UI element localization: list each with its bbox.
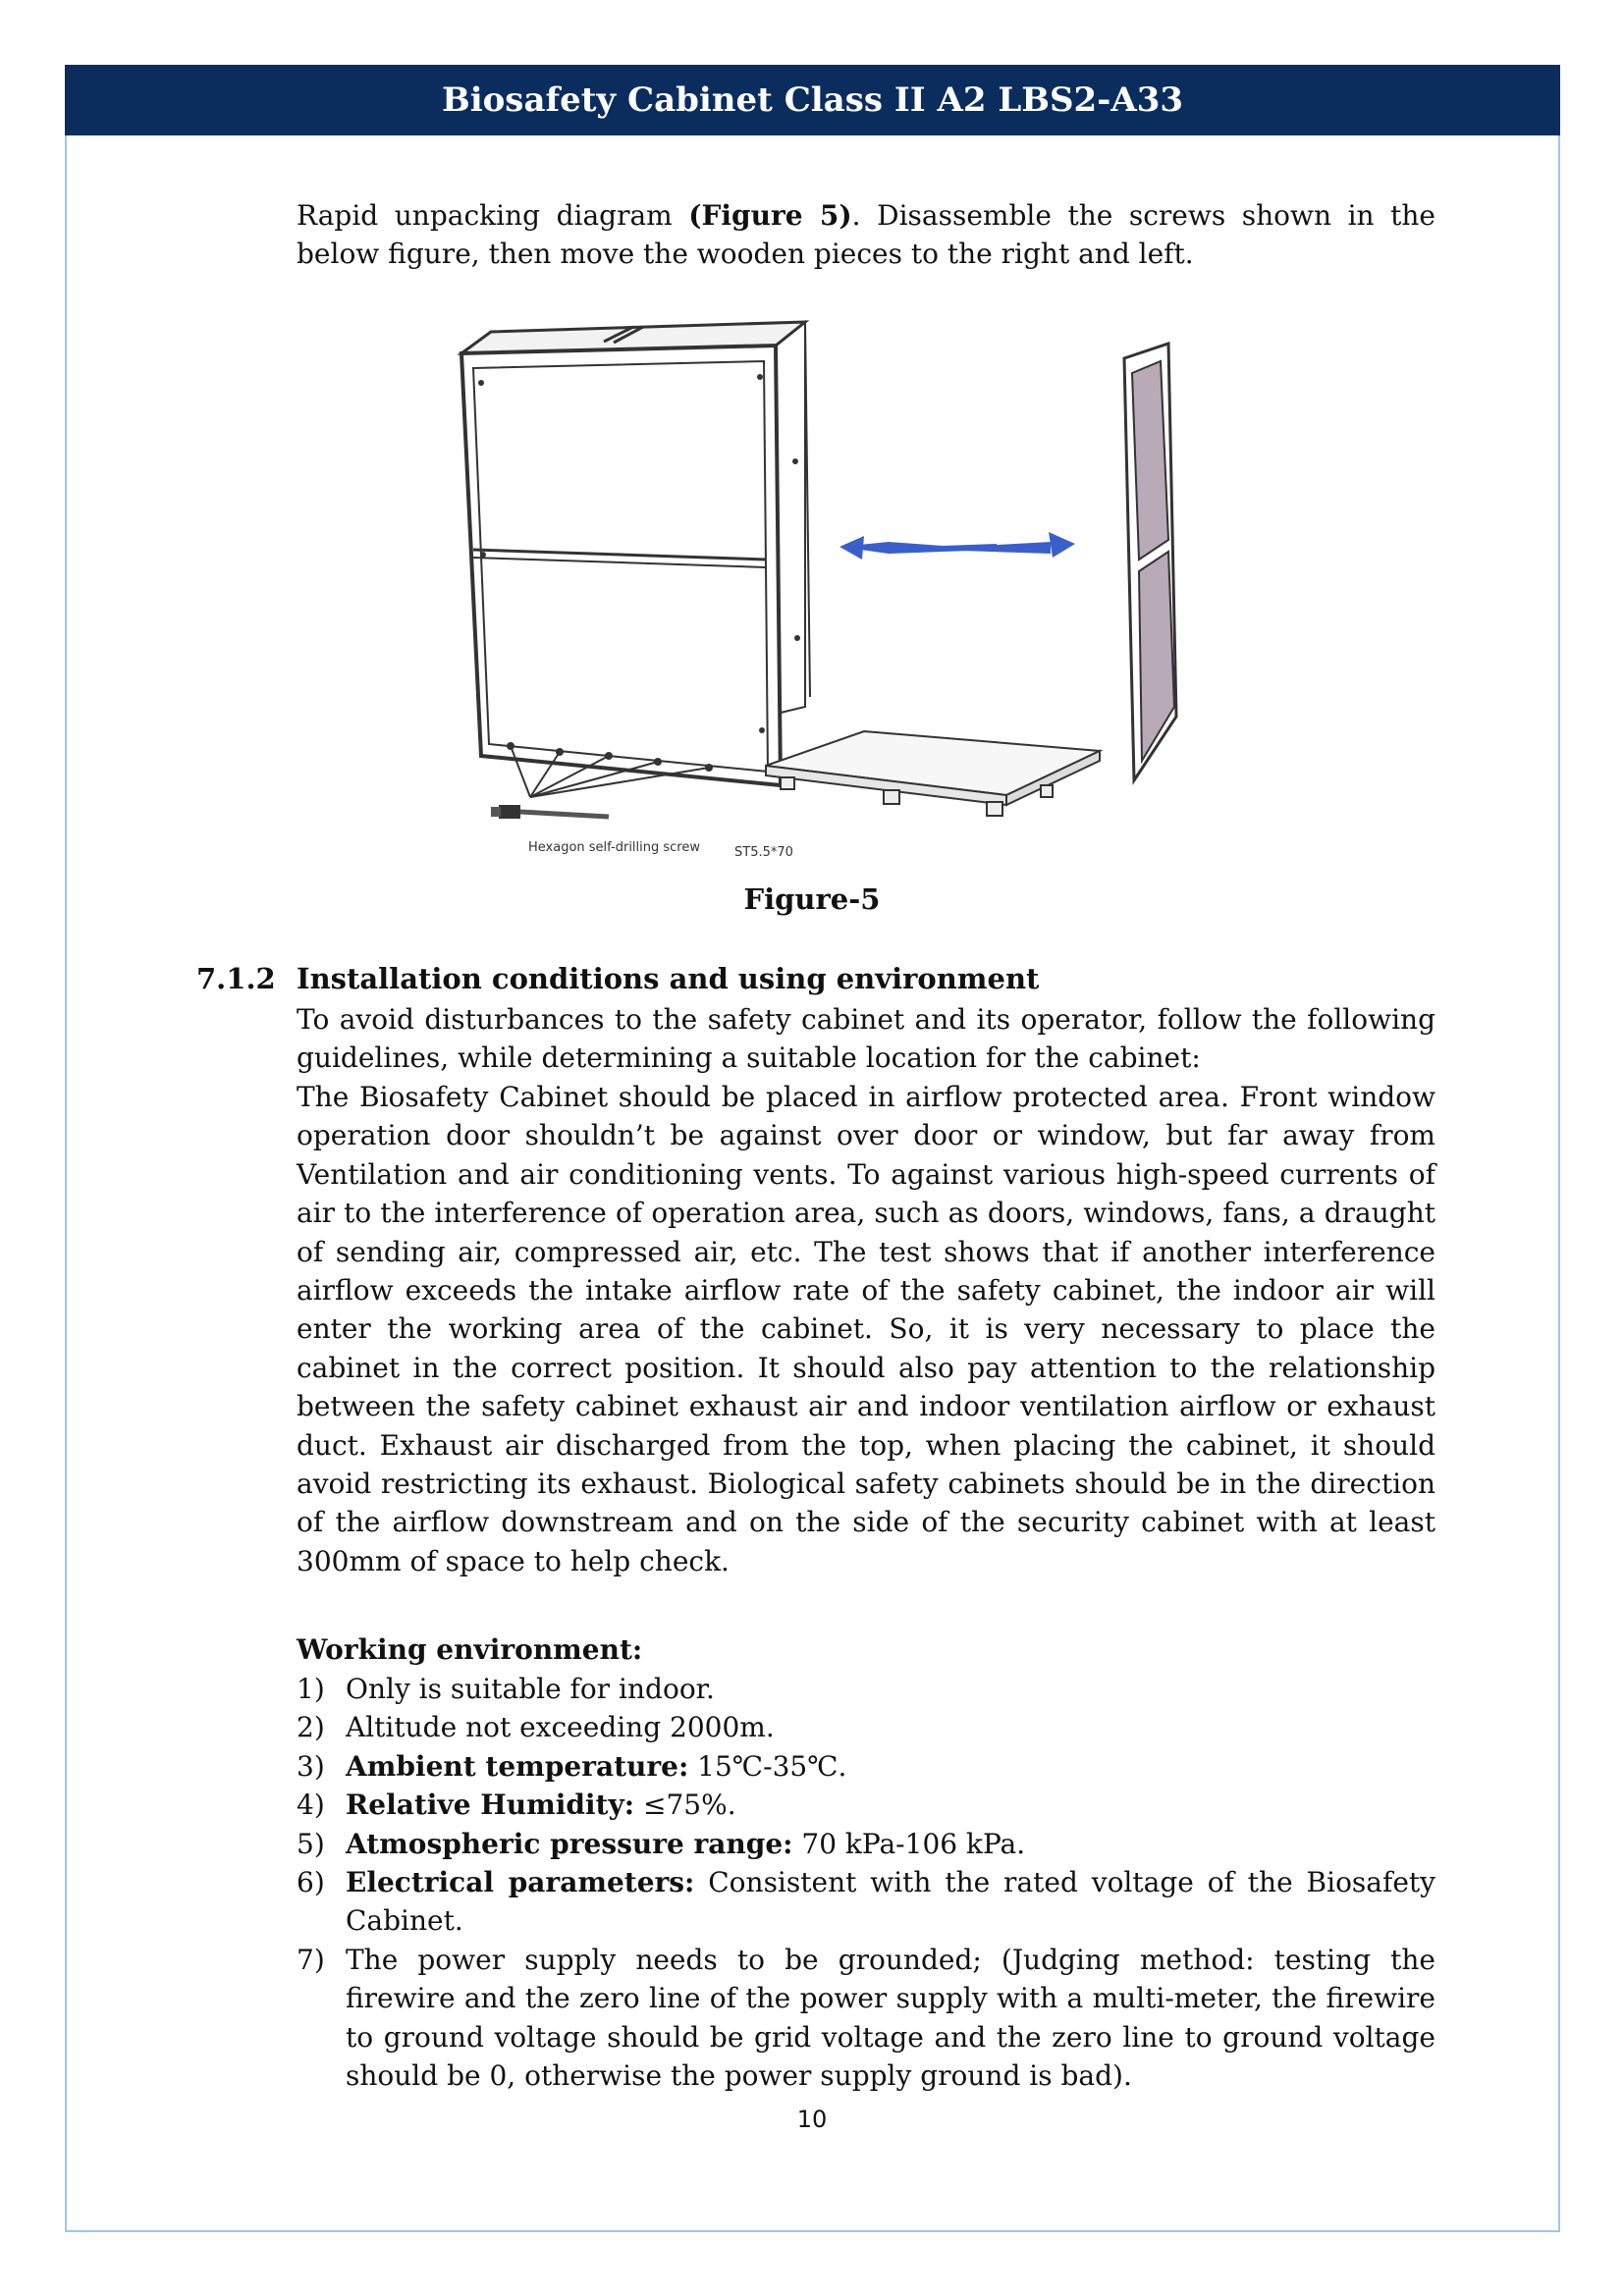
intro-paragraph: [297, 196, 1435, 274]
hexagon-screw-icon: [491, 805, 609, 819]
page-number: 10: [796, 2106, 828, 2133]
list-item-text: 15℃-35℃.: [688, 1749, 847, 1783]
page-header: [65, 65, 1560, 135]
side-panel-drawing: [1124, 344, 1176, 780]
list-item-bold: Electrical parameters:: [346, 1866, 695, 1899]
working-environment-list: [297, 1670, 1435, 2095]
section-title: Installation conditions and using environment: [297, 962, 1040, 995]
list-item-text: Only is suitable for indoor.: [346, 1673, 715, 1705]
figure-caption: Figure-5: [743, 882, 881, 916]
list-item-text: Consistent with the rated voltage of the Biosafety Cabinet.: [346, 1866, 1435, 1938]
list-item: [297, 1941, 1435, 2096]
list-item-number: 1): [297, 1673, 325, 1705]
list-item: [297, 1786, 1435, 1824]
list-item-bold: Ambient temperature:: [346, 1749, 689, 1783]
unpacking-diagram: [452, 314, 1198, 864]
screw-label: Hexagon self-drilling screw: [528, 840, 700, 855]
list-item: [297, 1747, 1435, 1786]
intro-figure-ref: (Figure 5): [688, 199, 852, 232]
working-environment-heading: Working environment:: [297, 1633, 643, 1666]
list-item-text: Altitude not exceeding 2000m.: [346, 1711, 775, 1744]
intro-text-pre: Rapid unpacking diagram: [297, 199, 689, 232]
screw-spec: ST5.5*70: [734, 845, 793, 860]
list-item-bold: Relative Humidity:: [346, 1789, 635, 1822]
list-item-text: The power supply needs to be grounded; (Judging method: testing the firewire and the zero line of the power supply with a multi-meter, the firewire to ground voltage should be grid voltage and the zero line to ground voltage should be 0, otherwise the power supply ground is bad).: [346, 1943, 1435, 2093]
list-item-bold: Atmospheric pressure range:: [346, 1827, 793, 1860]
list-item-number: 6): [297, 1866, 325, 1899]
wooden-pallet-drawing: [766, 731, 1100, 816]
list-item-number: 3): [297, 1749, 325, 1783]
list-item-text: 70 kPa-106 kPa.: [792, 1827, 1026, 1860]
header-title: Biosafety Cabinet Class II A2 LBS2-A33: [441, 80, 1184, 120]
list-item-number: 4): [297, 1789, 325, 1822]
list-item-number: 2): [297, 1711, 325, 1744]
list-item: [297, 1708, 1435, 1746]
list-item-number: 5): [297, 1827, 325, 1860]
section-paragraph-1: To avoid disturbances to the safety cabinet and its operator, follow the following guidelines, while determining a suitable location for the cabinet:: [297, 1003, 1435, 1075]
section-paragraph-2: The Biosafety Cabinet should be placed in airflow protected area. Front window operation door shouldn’t be against over door or window, but far away from Ventilation and air conditioning vents. To against various high-speed currents of air to the interference of operation area, such as doors, windows, fans, a draught of sending air, compressed air, etc. The test shows that if another interference airflow exceeds the intake airflow rate of the safety cabinet, the indoor air will enter the working area of the cabinet. So, it is very necessary to place the cabinet in the correct position. It should also pay attention to the relationship between the safety cabinet exhaust air and indoor ventilation airflow or exhaust duct. Exhaust air discharged from the top, when placing the cabinet, it should avoid restricting its exhaust. Biological safety cabinets should be in the direction of the airflow downstream and on the side of the security cabinet with at least 300mm of space to help check.: [297, 1081, 1435, 1577]
list-item: [297, 1825, 1435, 1863]
intro-text-post: . Disassemble the screws shown in the below figure, then move the wooden pieces to the right and left.: [297, 199, 1435, 271]
list-item-number: 7): [297, 1943, 325, 1976]
double-arrow-icon: [839, 532, 1075, 560]
section-number: 7.1.2: [196, 962, 276, 995]
list-item-text: ≤75%.: [634, 1789, 736, 1822]
wooden-box-drawing: [461, 322, 810, 785]
list-item: [297, 1863, 1435, 1941]
list-item: [297, 1670, 1435, 1708]
